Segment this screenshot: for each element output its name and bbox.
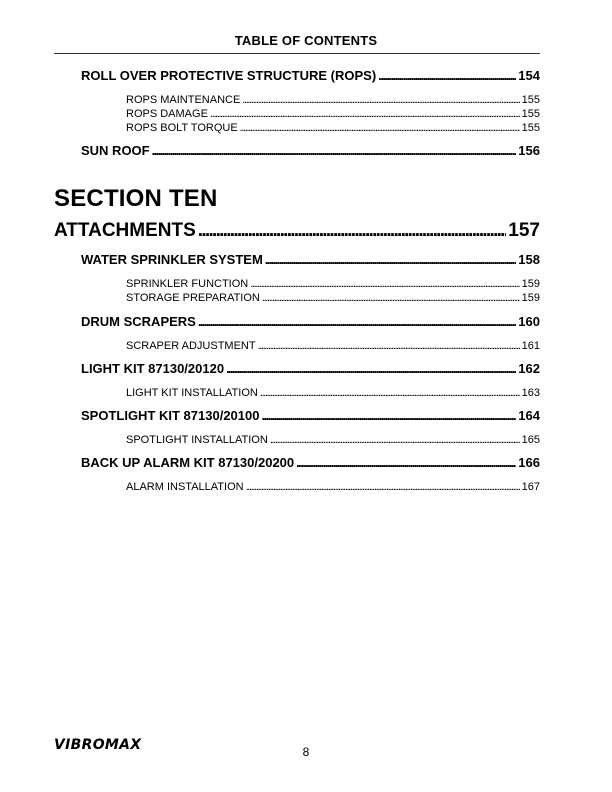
toc-entry-page: 161 [521, 340, 540, 352]
toc-entry-label: SPOTLIGHT INSTALLATION [126, 434, 268, 446]
toc-entry-rops-bolt-torque[interactable] [126, 122, 540, 134]
toc-entry-light-kit[interactable] [81, 361, 540, 376]
toc-entry-page: 157 [508, 220, 540, 241]
toc-entry-attachments[interactable] [54, 220, 540, 242]
toc-entry-label: SUN ROOF [81, 143, 150, 158]
toc-entry-page: 154 [518, 68, 540, 83]
toc-entry-page: 164 [518, 408, 540, 423]
dot-leader [296, 455, 516, 470]
toc-entry-page: 160 [518, 314, 540, 329]
dot-leader [198, 220, 507, 242]
page-header-title: TABLE OF CONTENTS [234, 33, 378, 48]
toc-entry-label: BACK UP ALARM KIT 87130/20200 [81, 455, 295, 470]
toc-entry-label: SPRINKLER FUNCTION [126, 278, 249, 290]
dot-leader [152, 143, 517, 158]
toc-entry-label: ATTACHMENTS [54, 220, 196, 241]
toc-entry-storage-preparation[interactable] [126, 292, 540, 304]
toc-entry-spotlight-installation[interactable] [126, 434, 540, 446]
toc-entry-sprinkler-function[interactable] [126, 278, 540, 290]
toc-entry-page: 159 [521, 278, 540, 290]
header-rule [54, 53, 540, 54]
page-number: 8 [302, 745, 310, 759]
toc-entry-light-kit-installation[interactable] [126, 387, 540, 399]
toc-entry-label: ROLL OVER PROTECTIVE STRUCTURE (ROPS) [81, 68, 377, 83]
toc-entry-label: ROPS BOLT TORQUE [126, 122, 238, 134]
toc-entry-page: 155 [521, 94, 540, 106]
toc-entry-label: DRUM SCRAPERS [81, 314, 196, 329]
dot-leader [210, 108, 520, 120]
dot-leader [261, 408, 516, 423]
dot-leader [265, 252, 517, 267]
dot-leader [226, 361, 516, 376]
toc-entry-label: ROPS MAINTENANCE [126, 94, 241, 106]
toc-entry-back-up-alarm-kit[interactable] [81, 455, 540, 470]
toc-entry-page: 159 [521, 292, 540, 304]
dot-leader [246, 481, 520, 493]
dot-leader [250, 278, 519, 290]
dot-leader [262, 292, 520, 304]
toc-entry-label: WATER SPRINKLER SYSTEM [81, 252, 263, 267]
toc-entry-label: LIGHT KIT INSTALLATION [126, 387, 258, 399]
toc-entry-label: LIGHT KIT 87130/20120 [81, 361, 225, 376]
toc-entry-scraper-adjustment[interactable] [126, 340, 540, 352]
dot-leader [198, 314, 516, 329]
toc-entry-rops-damage[interactable] [126, 108, 540, 120]
dot-leader [242, 94, 519, 106]
toc-entry-label: STORAGE PREPARATION [126, 292, 260, 304]
toc-entry-page: 156 [518, 143, 540, 158]
toc-entry-page: 165 [521, 434, 540, 446]
toc-entry-page: 155 [521, 108, 540, 120]
toc-entry-alarm-installation[interactable] [126, 481, 540, 493]
dot-leader [378, 68, 516, 83]
toc-entry-water-sprinkler-system[interactable] [81, 252, 540, 267]
toc-entry-label: ALARM INSTALLATION [126, 481, 244, 493]
toc-entry-rops[interactable] [81, 68, 540, 83]
toc-entry-label: SCRAPER ADJUSTMENT [126, 340, 256, 352]
dot-leader [258, 340, 520, 352]
toc-entry-label: ROPS DAMAGE [126, 108, 208, 120]
toc-entry-page: 155 [521, 122, 540, 134]
toc-entry-page: 162 [518, 361, 540, 376]
toc-entry-page: 163 [521, 387, 540, 399]
dot-leader [260, 387, 520, 399]
dot-leader [240, 122, 520, 134]
toc-entry-page: 166 [518, 455, 540, 470]
section-heading: SECTION TEN [54, 185, 218, 212]
toc-entry-page: 167 [521, 481, 540, 493]
toc-entry-page: 158 [518, 252, 540, 267]
vibromax-logo: VIBROMAX [54, 737, 142, 753]
dot-leader [270, 434, 520, 446]
toc-entry-drum-scrapers[interactable] [81, 314, 540, 329]
toc-entry-spotlight-kit[interactable] [81, 408, 540, 423]
toc-entry-sun-roof[interactable] [81, 143, 540, 158]
toc-entry-label: SPOTLIGHT KIT 87130/20100 [81, 408, 260, 423]
toc-entry-rops-maintenance[interactable] [126, 94, 540, 106]
